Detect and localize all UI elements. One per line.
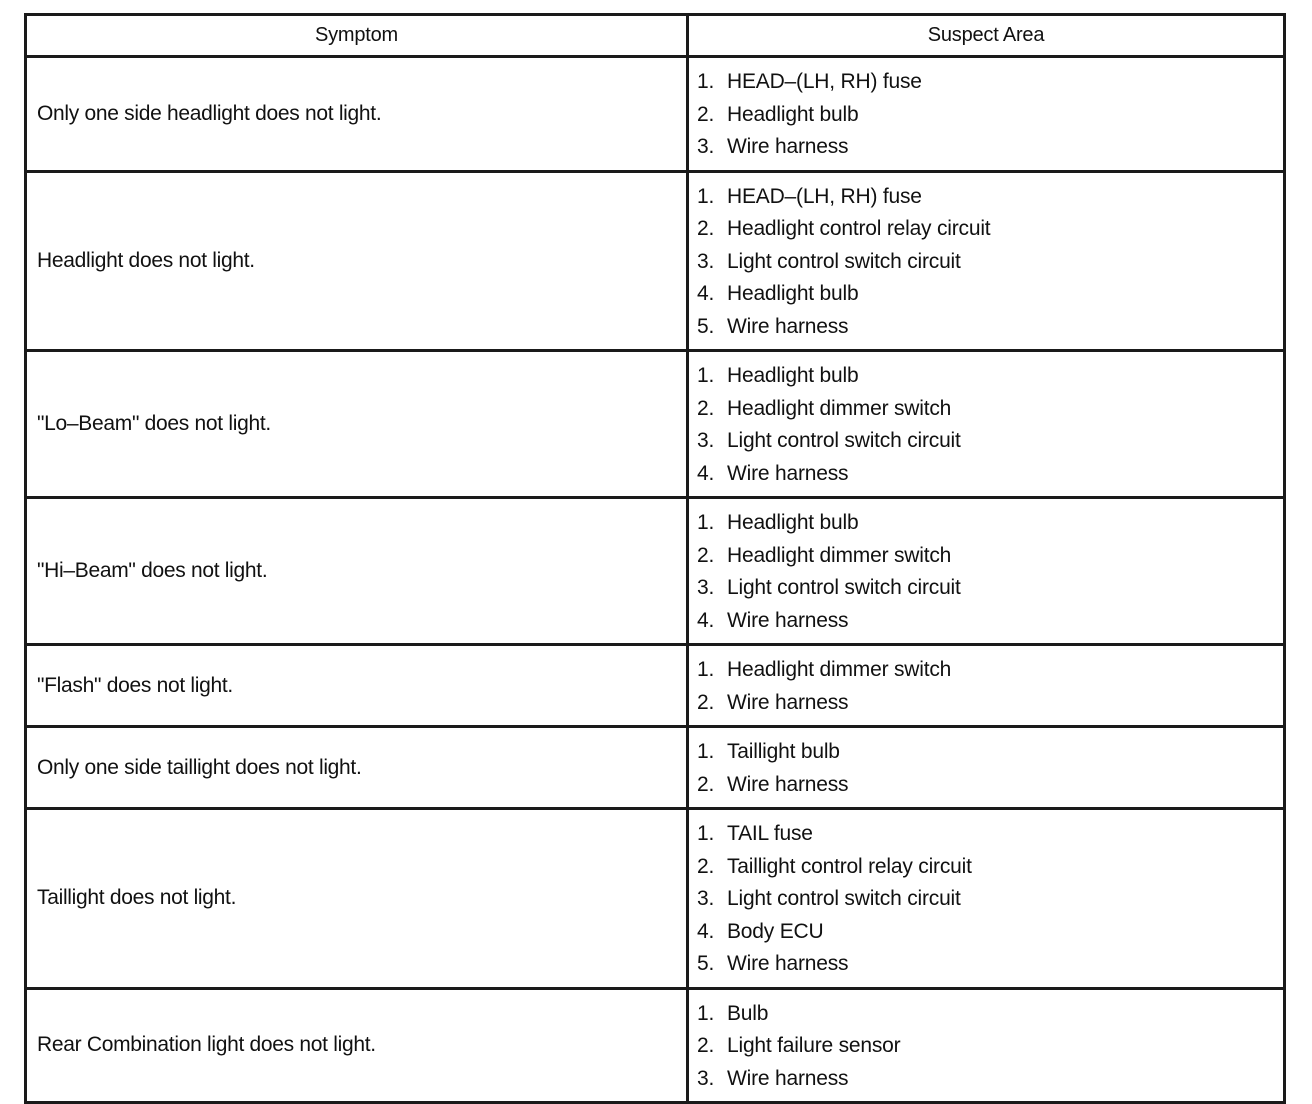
- symptom-cell: "Hi–Beam" does not light.: [26, 498, 688, 645]
- suspect-area-item: [697, 916, 1283, 949]
- suspect-area-item: [697, 572, 1283, 605]
- suspect-item-number: 5.: [697, 952, 715, 975]
- symptom-cell: "Lo–Beam" does not light.: [26, 351, 688, 498]
- table-body: [26, 57, 1285, 1103]
- suspect-item-text: Wire harness: [727, 608, 849, 632]
- suspect-area-cell: [688, 727, 1285, 809]
- suspect-item-text: Wire harness: [727, 461, 849, 485]
- table-row: [26, 809, 1285, 989]
- suspect-area-cell: [688, 351, 1285, 498]
- suspect-item-number: 2.: [697, 690, 715, 714]
- column-header-symptom: Symptom: [26, 15, 688, 57]
- suspect-item-number: 2.: [697, 396, 715, 420]
- suspect-item-text: HEAD–(LH, RH) fuse: [727, 184, 922, 208]
- suspect-area-item: [697, 425, 1283, 458]
- suspect-area-item: [697, 213, 1283, 246]
- troubleshooting-table-container: [24, 13, 1283, 1104]
- suspect-item-text: Headlight bulb: [727, 282, 859, 305]
- suspect-area-cell: [688, 988, 1285, 1103]
- suspect-item-text: Headlight control relay circuit: [727, 217, 991, 240]
- suspect-area-item: [697, 360, 1283, 393]
- troubleshooting-table: [24, 13, 1286, 1104]
- suspect-item-number: 3.: [697, 576, 715, 599]
- suspect-item-number: 4.: [697, 919, 715, 943]
- suspect-area-cell: [688, 171, 1285, 351]
- suspect-item-number: 1.: [697, 1001, 715, 1025]
- symptom-cell: Only one side taillight does not light.: [26, 727, 688, 809]
- table-row: [26, 351, 1285, 498]
- suspect-item-number: 4.: [697, 282, 715, 305]
- suspect-item-text: TAIL fuse: [727, 822, 813, 845]
- suspect-area-item: [697, 278, 1283, 311]
- suspect-item-number: 2.: [697, 217, 715, 240]
- suspect-area-item: [697, 507, 1283, 540]
- suspect-item-number: 1.: [697, 70, 715, 93]
- suspect-item-text: Light control switch circuit: [727, 576, 961, 599]
- suspect-item-number: 3.: [697, 429, 715, 452]
- suspect-area-item: [697, 769, 1283, 802]
- suspect-area-list: [697, 66, 1283, 164]
- suspect-item-number: 1.: [697, 184, 715, 208]
- suspect-item-text: Light control switch circuit: [727, 429, 961, 452]
- suspect-area-item: [697, 654, 1283, 687]
- suspect-item-number: 1.: [697, 511, 715, 534]
- symptom-cell: "Flash" does not light.: [26, 645, 688, 727]
- suspect-item-number: 1.: [697, 364, 715, 387]
- suspect-area-item: [697, 181, 1283, 214]
- header-row: [26, 15, 1285, 57]
- symptom-cell: Only one side headlight does not light.: [26, 57, 688, 172]
- suspect-item-text: Light failure sensor: [727, 1034, 901, 1057]
- suspect-item-text: Taillight bulb: [727, 740, 840, 763]
- suspect-area-cell: [688, 645, 1285, 727]
- suspect-item-text: Wire harness: [727, 135, 849, 158]
- suspect-item-number: 3.: [697, 887, 715, 910]
- suspect-item-number: 2.: [697, 1034, 715, 1057]
- table-row: [26, 988, 1285, 1103]
- suspect-area-item: [697, 99, 1283, 132]
- suspect-area-item: [697, 540, 1283, 573]
- table-row: [26, 57, 1285, 172]
- suspect-area-item: [697, 1063, 1283, 1096]
- suspect-area-cell: [688, 57, 1285, 172]
- column-header-suspect-area: Suspect Area: [688, 15, 1285, 57]
- suspect-area-item: [697, 851, 1283, 884]
- suspect-area-cell: [688, 498, 1285, 645]
- suspect-area-cell: [688, 809, 1285, 989]
- suspect-area-item: [697, 883, 1283, 916]
- suspect-area-list: [697, 736, 1283, 801]
- suspect-item-text: Headlight bulb: [727, 102, 859, 126]
- suspect-item-number: 3.: [697, 249, 715, 273]
- suspect-area-item: [697, 458, 1283, 491]
- suspect-area-item: [697, 736, 1283, 769]
- suspect-area-item: [697, 818, 1283, 851]
- suspect-item-text: Headlight dimmer switch: [727, 658, 952, 681]
- suspect-area-item: [697, 1030, 1283, 1063]
- table-row: [26, 171, 1285, 351]
- suspect-item-number: 2.: [697, 854, 715, 878]
- suspect-item-number: 1.: [697, 822, 715, 845]
- suspect-area-item: [697, 948, 1283, 981]
- suspect-area-item: [697, 246, 1283, 279]
- suspect-item-text: Light control switch circuit: [727, 887, 961, 910]
- suspect-area-item: [697, 687, 1283, 720]
- table-row: [26, 498, 1285, 645]
- suspect-item-number: 2.: [697, 543, 715, 567]
- suspect-area-item: [697, 66, 1283, 99]
- suspect-item-number: 4.: [697, 608, 715, 632]
- suspect-area-list: [697, 654, 1283, 719]
- table-row: [26, 727, 1285, 809]
- suspect-item-text: Taillight control relay circuit: [727, 854, 972, 878]
- suspect-area-list: [697, 507, 1283, 637]
- suspect-item-text: Headlight bulb: [727, 364, 859, 387]
- suspect-area-item: [697, 998, 1283, 1031]
- symptom-cell: Headlight does not light.: [26, 171, 688, 351]
- suspect-area-list: [697, 360, 1283, 490]
- suspect-item-text: Body ECU: [727, 919, 824, 943]
- suspect-item-number: 3.: [697, 135, 715, 158]
- table-row: [26, 645, 1285, 727]
- suspect-area-list: [697, 181, 1283, 344]
- symptom-cell: Rear Combination light does not light.: [26, 988, 688, 1103]
- suspect-area-item: [697, 393, 1283, 426]
- suspect-item-text: Headlight dimmer switch: [727, 543, 952, 567]
- suspect-item-number: 1.: [697, 740, 715, 763]
- suspect-item-number: 1.: [697, 658, 715, 681]
- suspect-item-text: Wire harness: [727, 772, 849, 796]
- suspect-item-text: Wire harness: [727, 314, 849, 338]
- suspect-item-number: 2.: [697, 102, 715, 126]
- suspect-item-text: Headlight dimmer switch: [727, 396, 952, 420]
- suspect-area-list: [697, 818, 1283, 981]
- suspect-item-number: 2.: [697, 772, 715, 796]
- suspect-item-text: Wire harness: [727, 1066, 849, 1090]
- suspect-area-item: [697, 311, 1283, 344]
- suspect-item-number: 3.: [697, 1066, 715, 1090]
- suspect-item-text: HEAD–(LH, RH) fuse: [727, 70, 922, 93]
- suspect-item-text: Light control switch circuit: [727, 249, 961, 273]
- suspect-area-item: [697, 605, 1283, 638]
- suspect-item-text: Wire harness: [727, 690, 849, 714]
- suspect-area-item: [697, 131, 1283, 164]
- suspect-item-text: Wire harness: [727, 952, 849, 975]
- suspect-item-number: 4.: [697, 461, 715, 485]
- suspect-area-list: [697, 998, 1283, 1096]
- suspect-item-text: Headlight bulb: [727, 511, 859, 534]
- symptom-cell: Taillight does not light.: [26, 809, 688, 989]
- suspect-item-text: Bulb: [727, 1001, 769, 1025]
- suspect-item-number: 5.: [697, 314, 715, 338]
